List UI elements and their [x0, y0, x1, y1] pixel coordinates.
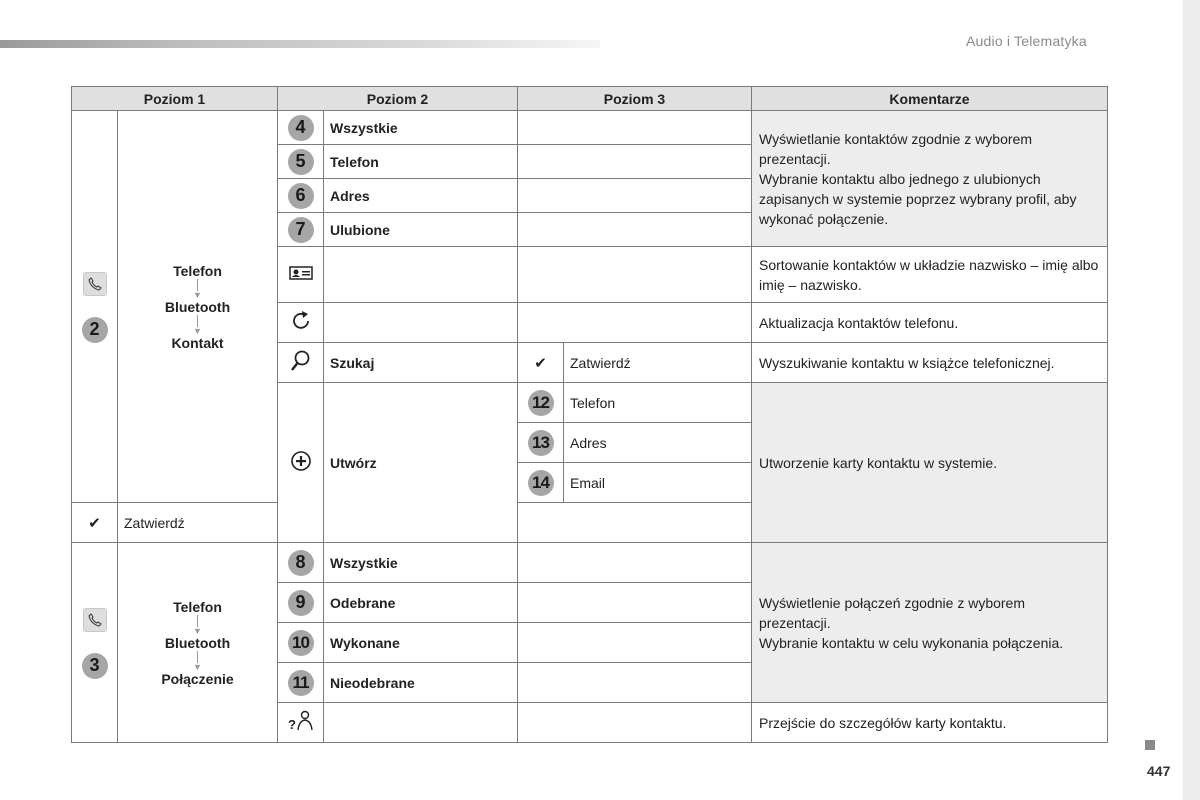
menu-item-all-calls[interactable]: Wszystkie — [324, 543, 518, 583]
column-header-level2: Poziom 2 — [278, 87, 518, 111]
menu-item-missed[interactable]: Nieodebrane — [324, 663, 518, 703]
step-badge: 4 — [288, 115, 314, 141]
level1-icon-cell — [72, 111, 118, 503]
contact-details-icon[interactable] — [278, 703, 324, 743]
path-item: Bluetooth — [164, 298, 231, 315]
menu-item-all[interactable]: Wszystkie — [324, 111, 518, 145]
submenu-item-address[interactable]: Adres — [564, 423, 752, 463]
step-badge: 11 — [288, 670, 314, 696]
menu-item-received[interactable]: Odebrane — [324, 583, 518, 623]
path-item: Bluetooth — [164, 634, 231, 651]
arrow-down-icon: ▼ — [193, 615, 202, 635]
path-item: Telefon — [173, 598, 222, 615]
contact-card-icon[interactable] — [278, 247, 324, 303]
step-badge: 7 — [288, 217, 314, 243]
table-row — [72, 543, 1108, 583]
comment-refresh: Aktualizacja kontaktów telefonu. — [752, 303, 1108, 343]
menu-item-address[interactable]: Adres — [324, 179, 518, 213]
checkmark-icon[interactable]: ✔ — [72, 503, 118, 543]
step-badge: 8 — [288, 550, 314, 576]
refresh-icon[interactable] — [278, 303, 324, 343]
step-badge: 2 — [82, 317, 108, 343]
menu-item-favorites[interactable]: Ulubione — [324, 213, 518, 247]
comment-create: Utworzenie karty kontaktu w systemie. — [752, 383, 1108, 543]
empty-cell — [518, 703, 752, 743]
menu-item-phone[interactable]: Telefon — [324, 145, 518, 179]
empty-cell — [324, 703, 518, 743]
step-badge: 9 — [288, 590, 314, 616]
empty-cell — [518, 179, 752, 213]
menu-item-dialed[interactable]: Wykonane — [324, 623, 518, 663]
step-badge: 12 — [528, 390, 554, 416]
path-item: Telefon — [173, 262, 222, 279]
plus-circle-icon[interactable] — [278, 383, 324, 543]
level1-path — [118, 543, 278, 743]
menu-table — [71, 86, 1108, 743]
empty-cell — [324, 247, 518, 303]
empty-cell — [518, 623, 752, 663]
menu-item-create[interactable]: Utwórz — [324, 383, 518, 543]
svg-text:?: ? — [287, 717, 296, 732]
empty-cell — [518, 145, 752, 179]
step-badge: 10 — [288, 630, 314, 656]
path-item: Kontakt — [171, 334, 224, 351]
page-number: 447 — [1147, 763, 1171, 779]
arrow-down-icon: ▼ — [193, 651, 202, 671]
submenu-item-phone[interactable]: Telefon — [564, 383, 752, 423]
submenu-item-email[interactable]: Email — [564, 463, 752, 503]
header-bar — [0, 40, 600, 48]
empty-cell — [518, 303, 752, 343]
empty-cell — [324, 303, 518, 343]
step-badge: 3 — [82, 653, 108, 679]
empty-cell — [518, 543, 752, 583]
page-marker — [1145, 740, 1155, 750]
phone-icon[interactable] — [83, 608, 107, 632]
empty-cell — [518, 111, 752, 145]
level1-icon-cell — [72, 543, 118, 743]
comment-search: Wyszukiwanie kontaktu w książce telefonicznej. — [752, 343, 1108, 383]
step-badge: 6 — [288, 183, 314, 209]
section-title: Audio i Telematyka — [966, 33, 1087, 49]
empty-cell — [518, 583, 752, 623]
confirm-label[interactable]: Zatwierdź — [118, 503, 278, 543]
empty-cell — [518, 213, 752, 247]
empty-cell — [518, 663, 752, 703]
comment-calls: Wyświetlenie połączeń zgodnie z wyborem prezentacji. Wybranie kontaktu w celu wykonania połączenia. — [752, 543, 1108, 703]
step-badge: 13 — [528, 430, 554, 456]
menu-item-search[interactable]: Szukaj — [324, 343, 518, 383]
table-row — [72, 111, 1108, 145]
level1-path — [118, 111, 278, 503]
page-edge — [1183, 0, 1200, 800]
empty-cell — [518, 247, 752, 303]
checkmark-icon[interactable]: ✔ — [518, 343, 564, 383]
arrow-down-icon: ▼ — [193, 315, 202, 335]
step-badge: 14 — [528, 470, 554, 496]
path-item: Połączenie — [161, 670, 234, 687]
phone-icon[interactable] — [83, 272, 107, 296]
comment-sort: Sortowanie kontaktów w układzie nazwisko – imię albo imię – nazwisko. — [752, 247, 1108, 303]
search-icon[interactable] — [278, 343, 324, 383]
column-header-comments: Komentarze — [752, 87, 1108, 111]
column-header-level3: Poziom 3 — [518, 87, 752, 111]
step-badge: 5 — [288, 149, 314, 175]
arrow-down-icon: ▼ — [193, 279, 202, 299]
confirm-label[interactable]: Zatwierdź — [564, 343, 752, 383]
column-header-level1: Poziom 1 — [72, 87, 278, 111]
comment-contacts: Wyświetlanie kontaktów zgodnie z wyborem prezentacji. Wybranie kontaktu albo jednego z ulubionych zapisanych w systemie poprzez wybrany profil, aby wykonać połączenie. — [752, 111, 1108, 247]
comment-details: Przejście do szczegółów karty kontaktu. — [752, 703, 1108, 743]
